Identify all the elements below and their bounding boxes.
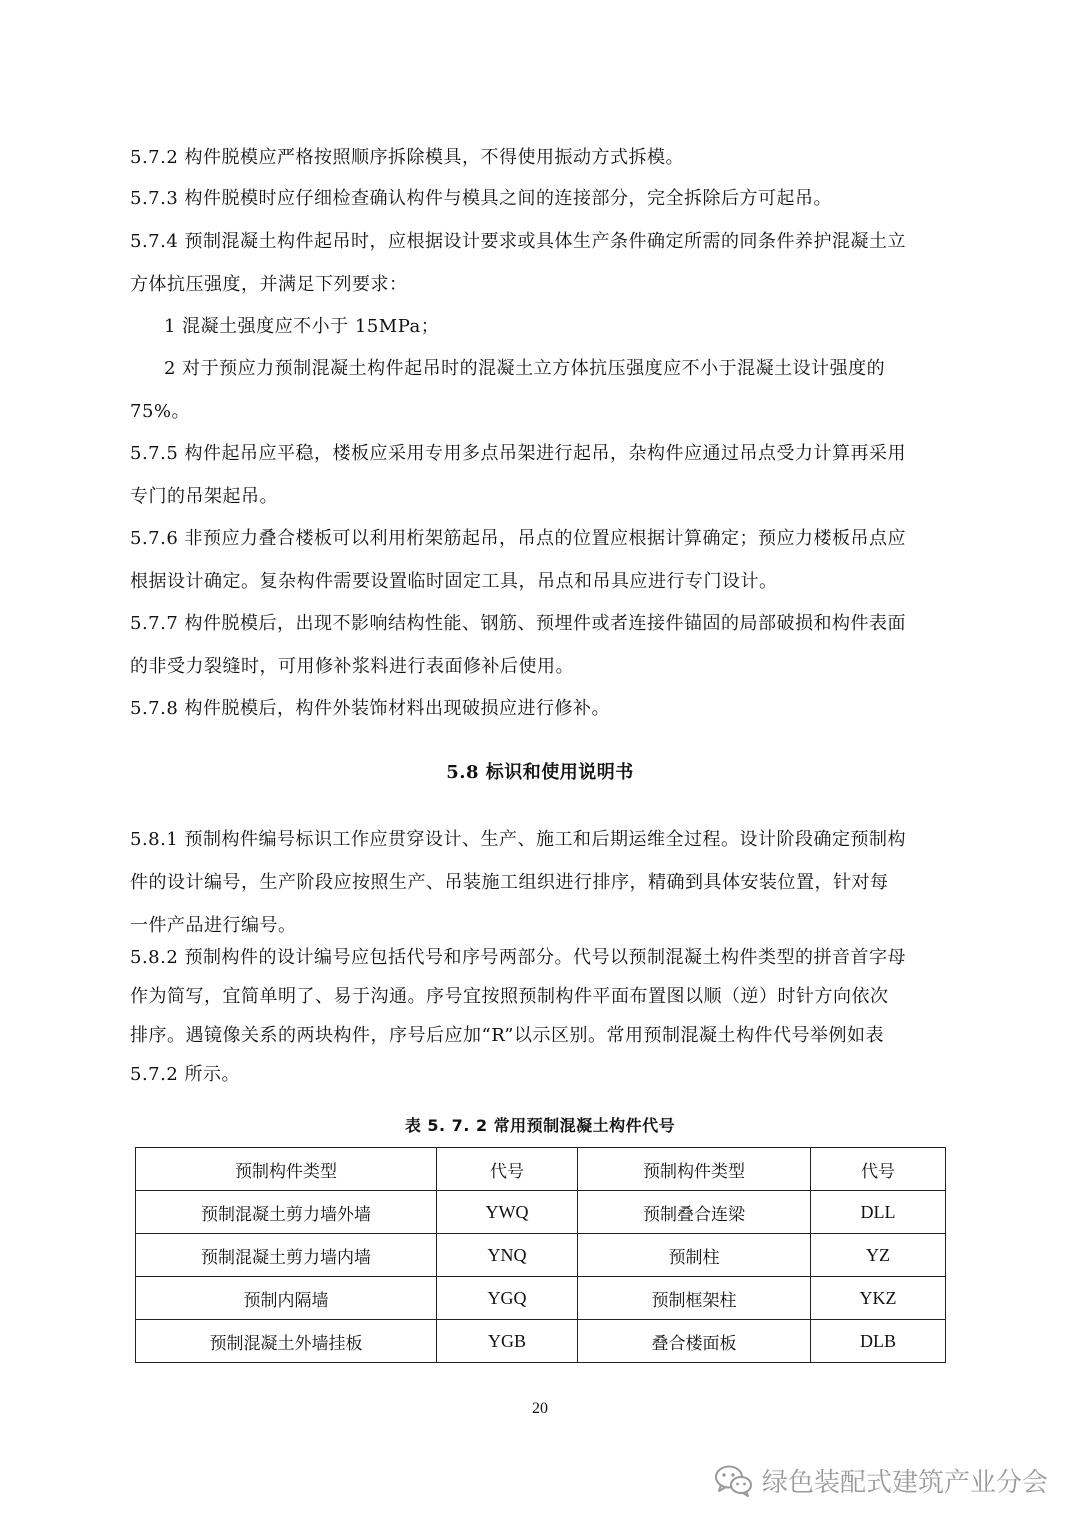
text-line: 5.7.2 所示。 [130, 1064, 241, 1085]
table-row [136, 1234, 946, 1277]
code-cell: YKZ [811, 1277, 946, 1320]
text-line: 5.7.7 构件脱模后，出现不影响结构性能、钢筋、预埋件或者连接件锚固的局部破损和构件表面 [130, 613, 907, 634]
table-caption: 表 5. 7. 2 常用预制混凝土构件代号 [404, 1116, 676, 1135]
text-line: 75%。 [130, 401, 191, 422]
watermark [714, 1462, 1048, 1499]
code-cell: YWQ [437, 1191, 578, 1234]
text-line: 5.7.3 构件脱模时应仔细检查确认构件与模具之间的连接部分，完全拆除后方可起吊。 [130, 188, 833, 209]
code-cell: YZ [811, 1234, 946, 1277]
text-line: 根据设计确定。复杂构件需要设置临时固定工具，吊点和吊具应进行专门设计。 [130, 571, 778, 592]
header-cell: 代号 [437, 1148, 578, 1191]
code-cell: YNQ [437, 1234, 578, 1277]
table-row [136, 1191, 946, 1234]
type-cell: 预制混凝土外墙挂板 [136, 1320, 437, 1363]
type-cell: 预制框架柱 [578, 1277, 811, 1320]
text-line: 排序。遇镜像关系的两块构件，序号后应加“R”以示区别。常用预制混凝土构件代号举例如表 [130, 1025, 884, 1046]
code-cell: DLL [811, 1191, 946, 1234]
page-number: 20 [532, 1400, 548, 1417]
code-cell: DLB [811, 1320, 946, 1363]
wechat-icon [714, 1464, 754, 1498]
table-row [136, 1277, 946, 1320]
text-line: 专门的吊架起吊。 [130, 486, 278, 507]
header-cell: 预制构件类型 [136, 1148, 437, 1191]
type-cell: 预制叠合连梁 [578, 1191, 811, 1234]
type-cell: 叠合楼面板 [578, 1320, 811, 1363]
type-cell: 预制内隔墙 [136, 1277, 437, 1320]
header-cell: 代号 [811, 1148, 946, 1191]
type-cell: 预制混凝土剪力墙外墙 [136, 1191, 437, 1234]
section-heading: 5.8 标识和使用说明书 [446, 762, 634, 783]
table-row [136, 1320, 946, 1363]
text-line: 2 对于预应力预制混凝土构件起吊时的混凝土立方体抗压强度应不小于混凝土设计强度的 [164, 358, 886, 379]
text-line: 5.8.2 预制构件的设计编号应包括代号和序号两部分。代号以预制混凝土构件类型的拼音首字母 [130, 947, 907, 968]
header-cell: 预制构件类型 [578, 1148, 811, 1191]
text-line: 5.7.8 构件脱模后，构件外装饰材料出现破损应进行修补。 [130, 698, 611, 719]
text-line: 作为简写，宜简单明了、易于沟通。序号宜按照预制构件平面布置图以顺（逆）时针方向依次 [130, 986, 889, 1007]
watermark-text: 绿色装配式建筑产业分会 [761, 1468, 1048, 1498]
text-line: 5.8.1 预制构件编号标识工作应贯穿设计、生产、施工和后期运维全过程。设计阶段确定预制构 [130, 829, 907, 850]
table-header-row [136, 1148, 946, 1191]
type-cell: 预制柱 [578, 1234, 811, 1277]
text-line: 5.7.6 非预应力叠合楼板可以利用桁架筋起吊，吊点的位置应根据计算确定；预应力楼板吊点应 [130, 528, 907, 549]
text-line: 5.7.5 构件起吊应平稳，楼板应采用专用多点吊架进行起吊，杂构件应通过吊点受力计算再采用 [130, 443, 907, 464]
text-line: 方体抗压强度，并满足下列要求： [130, 274, 408, 295]
text-line: 5.7.2 构件脱模应严格按照顺序拆除模具，不得使用振动方式拆模。 [130, 147, 685, 168]
text-line: 5.7.4 预制混凝土构件起吊时，应根据设计要求或具体生产条件确定所需的同条件养护混凝土立 [130, 231, 907, 252]
code-cell: YGB [437, 1320, 578, 1363]
type-cell: 预制混凝土剪力墙内墙 [136, 1234, 437, 1277]
text-line: 一件产品进行编号。 [130, 915, 297, 936]
code-cell: YGQ [437, 1277, 578, 1320]
text-line: 的非受力裂缝时，可用修补浆料进行表面修补后使用。 [130, 656, 574, 677]
text-line: 件的设计编号，生产阶段应按照生产、吊装施工组织进行排序，精确到具体安装位置，针对每 [130, 872, 889, 893]
component-code-table [135, 1147, 946, 1363]
text-line: 1 混凝土强度应不小于 15MPa； [164, 316, 440, 337]
